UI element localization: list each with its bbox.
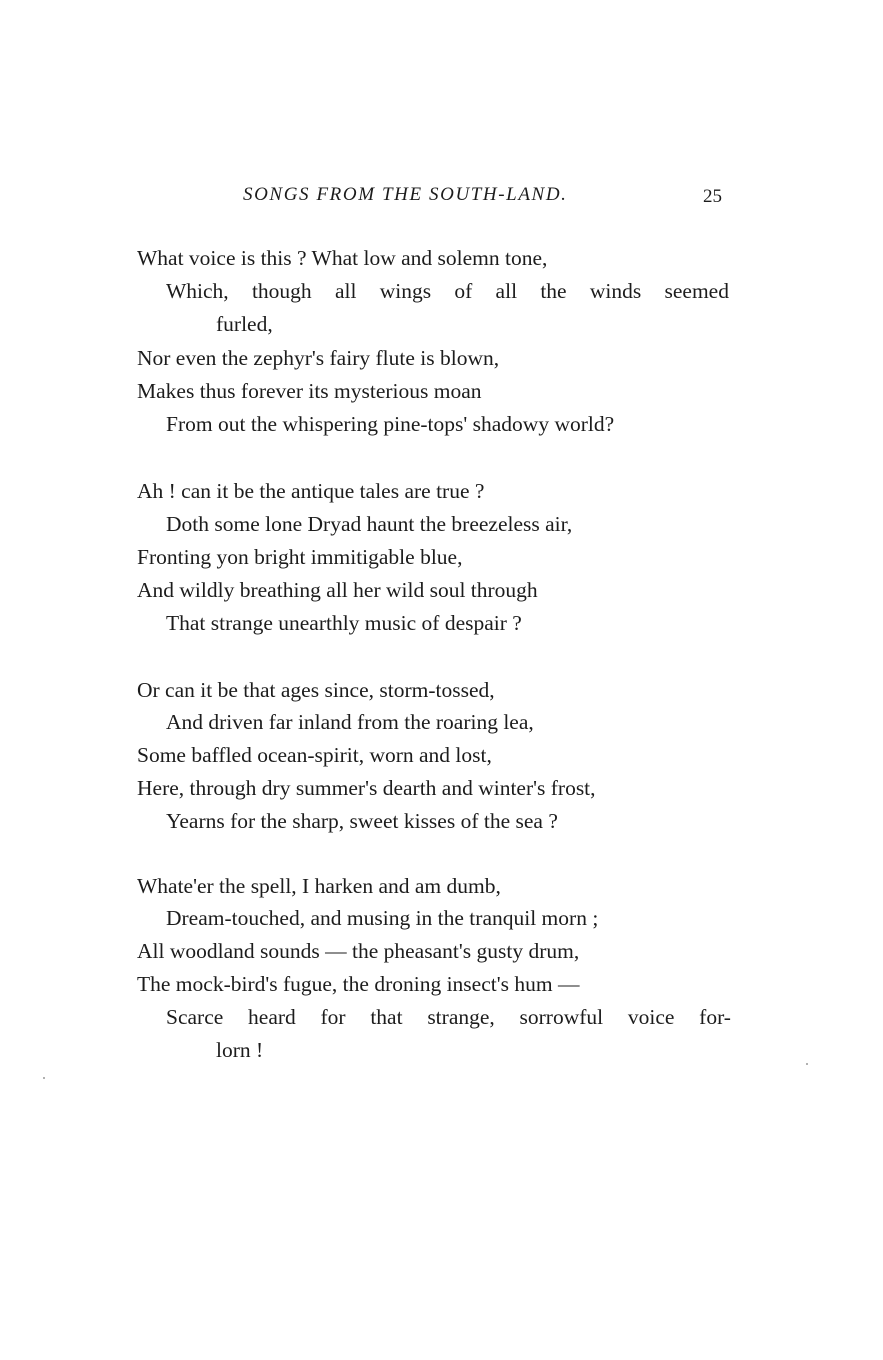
poem-line: All woodland sounds — the pheasant's gusty drum, — [137, 939, 580, 963]
poem-line: That strange unearthly music of despair ? — [166, 611, 522, 635]
word: the — [540, 279, 567, 303]
poem-line-runover: lorn ! — [216, 1038, 264, 1062]
word: heard — [248, 1005, 296, 1029]
word: though — [251, 279, 312, 303]
running-head — [0, 184, 883, 214]
word: that — [370, 1005, 403, 1029]
poem-line: Here, through dry summer's dearth and winter's frost, — [137, 776, 596, 800]
poem-line: Whate'er the spell, I harken and am dumb, — [137, 874, 501, 898]
poem-line — [166, 275, 729, 307]
poem-line: Some baffled ocean-spirit, worn and lost, — [137, 743, 492, 767]
word: all — [495, 279, 518, 303]
poem-line: Fronting yon bright immitigable blue, — [137, 545, 463, 569]
word: Which, — [166, 279, 229, 303]
page-number: 25 — [703, 186, 722, 207]
word: for- — [699, 1005, 731, 1029]
poem-line — [166, 1001, 731, 1033]
word: for — [320, 1005, 346, 1029]
poem-line: And driven far inland from the roaring lea, — [166, 710, 534, 734]
poem-line-justified — [166, 1001, 731, 1033]
word: wings — [379, 279, 432, 303]
word: of — [454, 279, 473, 303]
poem-line: What voice is this ? What low and solemn tone, — [137, 246, 548, 270]
poem-line: Nor even the zephyr's fairy flute is blown, — [137, 346, 500, 370]
word: Scarce — [166, 1005, 224, 1029]
poem-line-runover: furled, — [216, 312, 273, 336]
poem-line: Dream-touched, and musing in the tranquil morn ; — [166, 906, 599, 930]
poem-line: Makes thus forever its mysterious moan — [137, 379, 482, 403]
running-title: SONGS FROM THE SOUTH-LAND. — [243, 184, 568, 205]
poem-line: And wildly breathing all her wild soul through — [137, 578, 538, 602]
word: all — [334, 279, 357, 303]
paper-speck — [806, 1063, 808, 1065]
poem-line-justified — [166, 275, 729, 307]
poem-line: Yearns for the sharp, sweet kisses of the sea ? — [166, 809, 558, 833]
poem-line: Doth some lone Dryad haunt the breezeless air, — [166, 512, 573, 536]
word: strange, — [427, 1005, 495, 1029]
word: winds — [589, 279, 642, 303]
word: sorrowful — [519, 1005, 604, 1029]
word: seemed — [664, 279, 729, 303]
poem-line: Or can it be that ages since, storm-tossed, — [137, 678, 495, 702]
paper-speck — [43, 1077, 45, 1079]
poem-line: From out the whispering pine-tops' shadowy world? — [166, 412, 615, 436]
word: voice — [627, 1005, 675, 1029]
poem-line: Ah ! can it be the antique tales are true ? — [137, 479, 485, 503]
poem-line: The mock-bird's fugue, the droning insect's hum — — [137, 972, 580, 996]
